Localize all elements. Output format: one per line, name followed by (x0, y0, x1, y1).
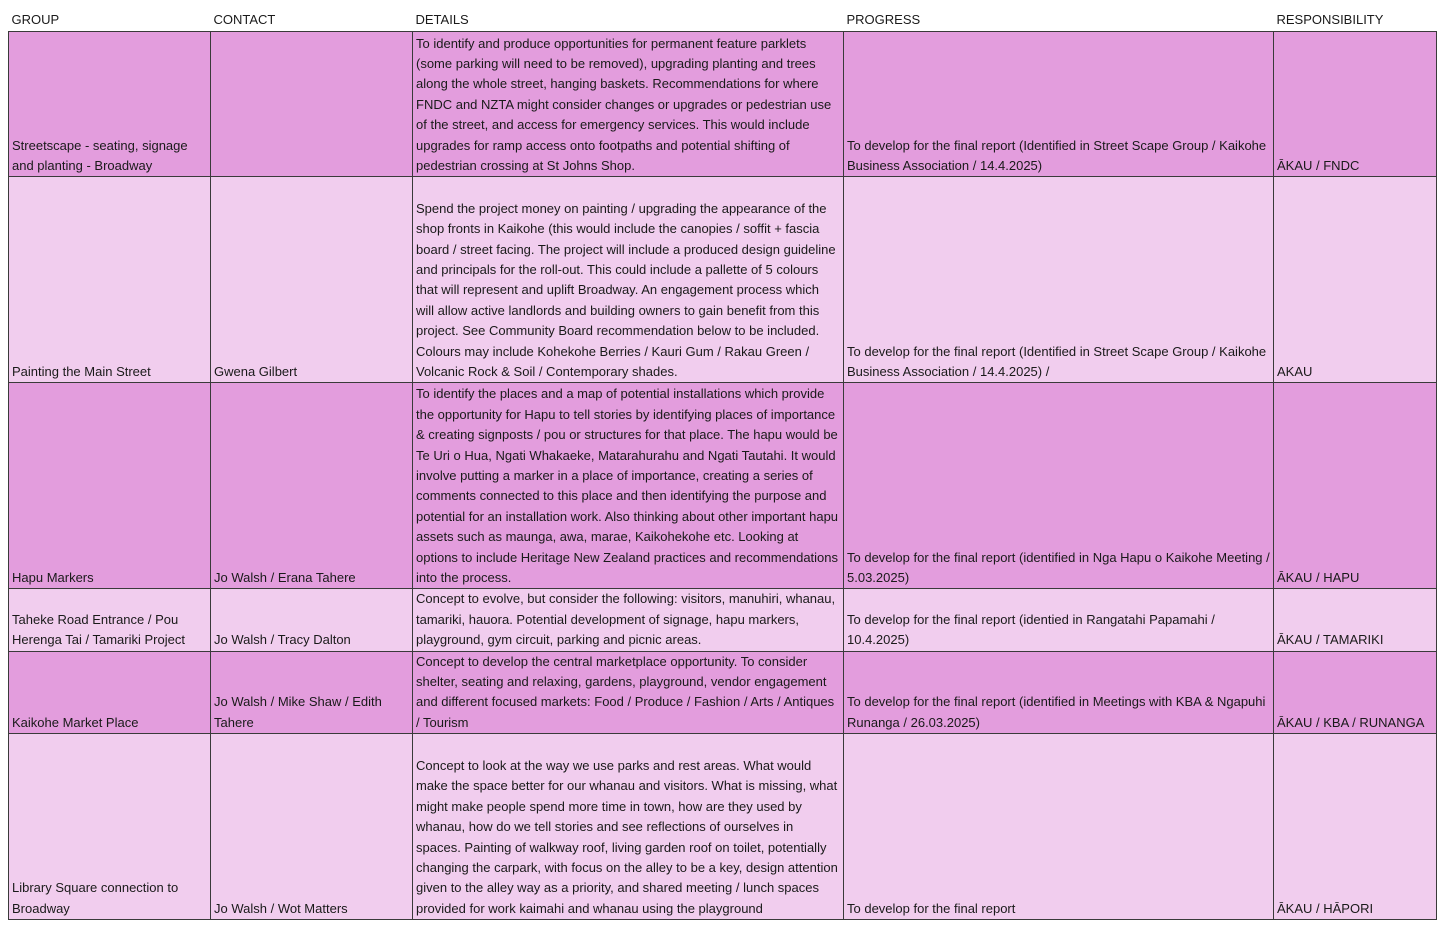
header-contact[interactable]: CONTACT (213, 12, 276, 27)
cell-group[interactable]: Kaikohe Market Place (9, 651, 211, 734)
cell-contact[interactable]: Jo Walsh / Mike Shaw / Edith Tahere (211, 651, 413, 734)
table-row (9, 32, 1437, 177)
cell-progress[interactable]: To develop for the final report (identified in Meetings with KBA & Ngapuhi Runanga / 26.03.2025) (844, 651, 1274, 734)
cell-responsibility[interactable]: AKAU (1274, 177, 1437, 383)
cell-group[interactable]: Painting the Main Street (9, 177, 211, 383)
header-progress[interactable]: PROGRESS (846, 12, 921, 27)
cell-group[interactable]: Library Square connection to Broadway (9, 734, 211, 920)
cell-group[interactable]: Taheke Road Entrance / Pou Herenga Tai / Tamariki Project (9, 589, 211, 651)
table-row (9, 589, 1437, 651)
spreadsheet (8, 10, 1436, 920)
cell-responsibility[interactable]: ĀKAU / HAPU (1274, 383, 1437, 589)
cell-progress[interactable]: To develop for the final report (Identified in Street Scape Group / Kaikohe Business Association / 14.4.2025) (844, 32, 1274, 177)
header-group[interactable]: GROUP (11, 12, 60, 27)
cell-responsibility[interactable]: ĀKAU / TAMARIKI (1274, 589, 1437, 651)
cell-group[interactable]: Hapu Markers (9, 383, 211, 589)
cell-details[interactable]: Concept to look at the way we use parks and rest areas. What would make the space better for our whanau and visitors. What is missing, what might make people spend more time in town, how are they used by whanau, how do we tell stories and see reflections of ourselves in spaces. Painting of walkway roof, living garden roof on toilet, potentially changing the carpark, with focus on the alley to be a key, design attention given to the alley way as a priority, and shared meeting / lunch spaces provided for work kaimahi and whanau using the playground (413, 734, 844, 920)
header-row (9, 10, 1437, 32)
cell-responsibility[interactable]: ĀKAU / FNDC (1274, 32, 1437, 177)
table-row (9, 734, 1437, 920)
cell-details[interactable]: Concept to evolve, but consider the following: visitors, manuhiri, whanau, tamariki, hauora. Potential development of signage, hapu markers, playground, gym circuit, parking and picnic areas. (413, 589, 844, 651)
cell-details[interactable]: To identify and produce opportunities for permanent feature parklets (some parking will need to be removed), upgrading planting and trees along the whole street, hanging baskets. Recommendations for where FNDC and NZTA might consider changes or upgrades or pedestrian use of the street, and access for emergency services. This would include upgrades for ramp access onto footpaths and potential shifting of pedestrian crossing at St Johns Shop. (413, 32, 844, 177)
cell-details[interactable]: Concept to develop the central marketplace opportunity. To consider shelter, seating and relaxing, gardens, playground, vendor engagement and different focused markets: Food / Produce / Fashion / Arts / Antiques / Tourism (413, 651, 844, 734)
cell-details[interactable]: Spend the project money on painting / upgrading the appearance of the shop fronts in Kaikohe (this would include the canopies / soffit + fascia board / street facing. The project will include a produced design guideline and principals for the roll-out. This could include a pallette of 5 colours that will represent and uplift Broadway. An engagement process which will allow active landlords and building owners to gain benefit from this project. See Community Board recommendation below to be included. Colours may include Kohekohe Berries / Kauri Gum / Rakau Green / Volcanic Rock & Soil / Contemporary shades. (413, 177, 844, 383)
cell-contact[interactable] (211, 32, 413, 177)
cell-contact[interactable]: Jo Walsh / Wot Matters (211, 734, 413, 920)
cell-contact[interactable]: Jo Walsh / Erana Tahere (211, 383, 413, 589)
table-row (9, 651, 1437, 734)
cell-contact[interactable]: Jo Walsh / Tracy Dalton (211, 589, 413, 651)
cell-progress[interactable]: To develop for the final report (844, 734, 1274, 920)
cell-group[interactable]: Streetscape - seating, signage and planting - Broadway (9, 32, 211, 177)
cell-responsibility[interactable]: ĀKAU / KBA / RUNANGA (1274, 651, 1437, 734)
project-table (8, 10, 1437, 920)
cell-responsibility[interactable]: ĀKAU / HĀPORI (1274, 734, 1437, 920)
cell-progress[interactable]: To develop for the final report (identied in Rangatahi Papamahi / 10.4.2025) (844, 589, 1274, 651)
header-details[interactable]: DETAILS (415, 12, 469, 27)
cell-details[interactable]: To identify the places and a map of potential installations which provide the opportunity for Hapu to tell stories by identifying places of importance & creating signposts / pou or structures for that place. The hapu would be Te Uri o Hua, Ngati Whakaeke, Matarahurahu and Ngati Tautahi. It would involve putting a marker in a place of importance, creating a series of comments connected to this place and then identifying the purpose and potential for an installation work. Also thinking about other important hapu assets such as maunga, awa, marae, Kaikohekohe etc. Looking at options to include Heritage New Zealand practices and recommendations into the process. (413, 383, 844, 589)
header-responsibility[interactable]: RESPONSIBILITY (1276, 12, 1384, 27)
cell-progress[interactable]: To develop for the final report (Identified in Street Scape Group / Kaikohe Business Association / 14.4.2025) / (844, 177, 1274, 383)
table-row (9, 177, 1437, 383)
table-row (9, 383, 1437, 589)
cell-progress[interactable]: To develop for the final report (identified in Nga Hapu o Kaikohe Meeting / 5.03.2025) (844, 383, 1274, 589)
cell-contact[interactable]: Gwena Gilbert (211, 177, 413, 383)
